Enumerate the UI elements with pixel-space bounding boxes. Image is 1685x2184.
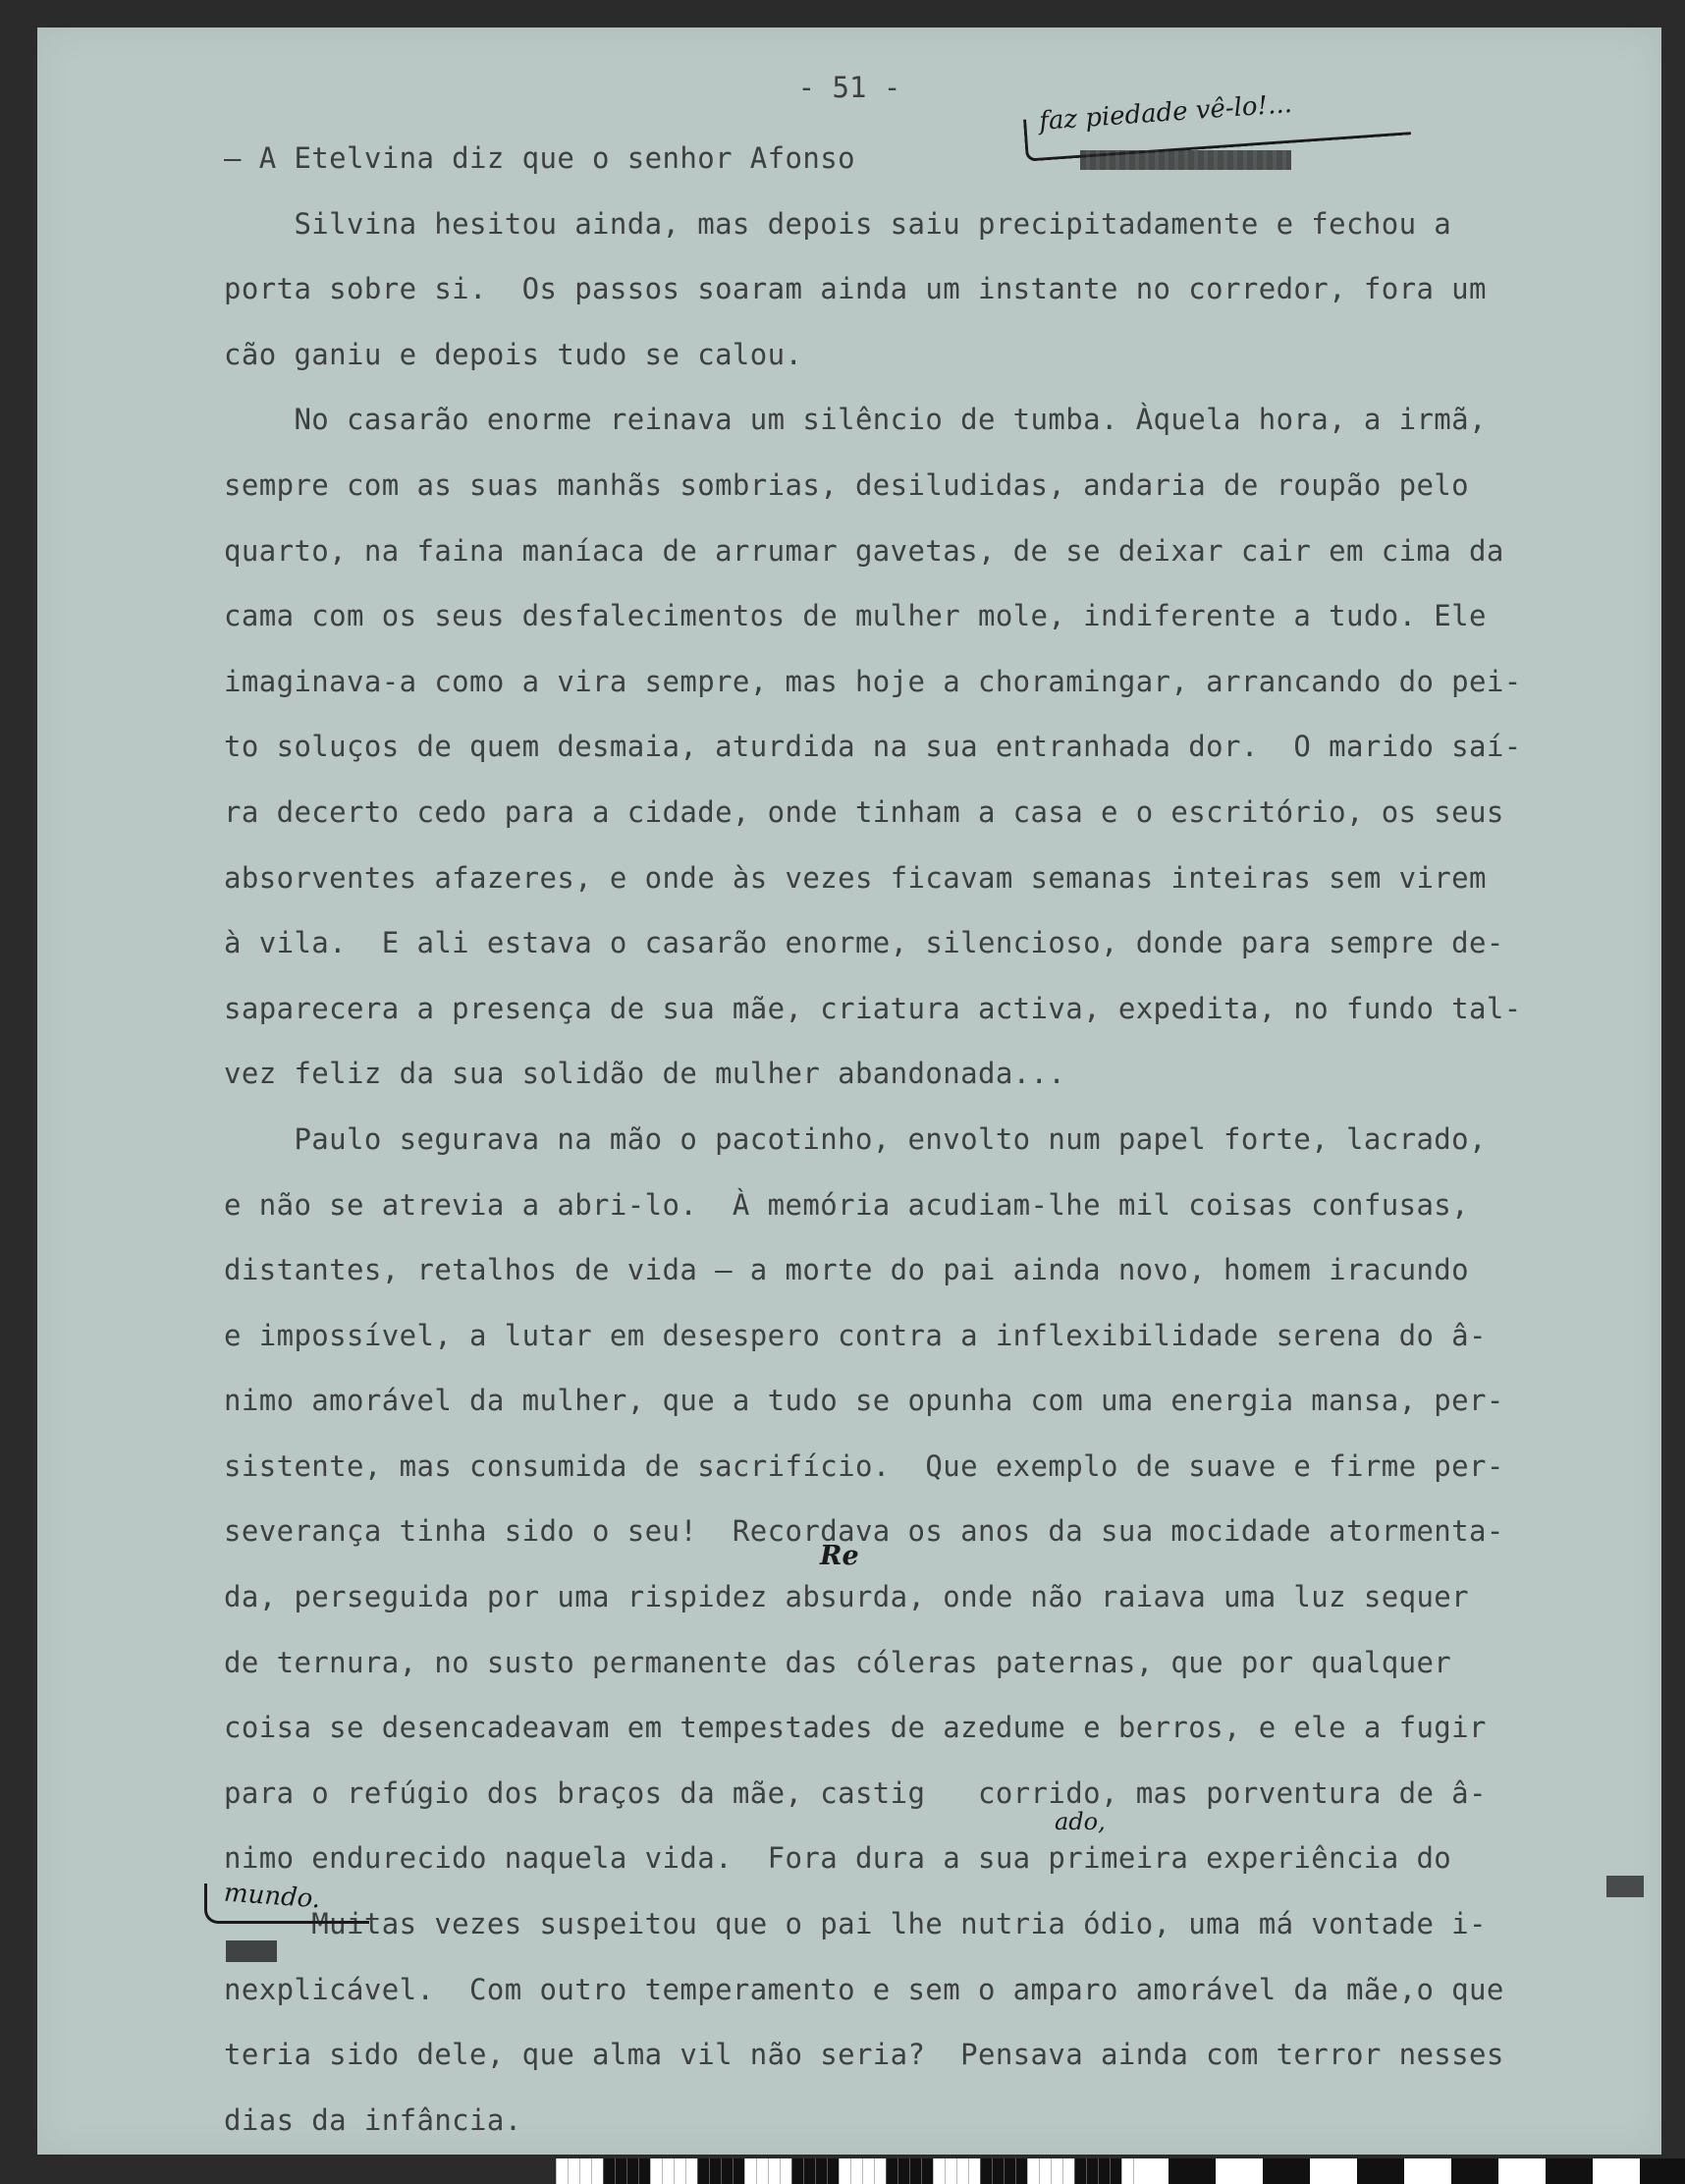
- text-line: absorventes afazeres, e onde às vezes ficavam semanas inteiras sem virem: [224, 860, 1487, 895]
- text-line: da, perseguida por uma rispidez absurda, onde não raiava uma luz sequer: [224, 1580, 1470, 1614]
- text-line: sempre com as suas manhãs sombrias, desiludidas, andaria de roupão pelo: [224, 467, 1470, 502]
- text-line: vez feliz da sua solidão de mulher abandonada...: [224, 1057, 1066, 1091]
- text-line: cama com os seus desfalecimentos de mulher mole, indiferente a tudo. Ele: [224, 599, 1487, 633]
- text-line: dias da infância.: [224, 2102, 522, 2137]
- text-line: coisa se desencadeavam em tempestades de azedume e berros, e ele a fugir: [224, 1711, 1487, 1745]
- text-line: à vila. E ali estava o casarão enorme, silencioso, donde para sempre de-: [224, 926, 1504, 960]
- text-line: sistente, mas consumida de sacrifício. Que exemplo de suave e firme per-: [224, 1448, 1504, 1483]
- text-line: — A Etelvina diz que o senhor Afonso: [224, 141, 855, 175]
- strikethrough-mark: [226, 1940, 277, 1962]
- handwritten-insertion-top: faz piedade vê-lo!...: [1038, 89, 1293, 136]
- text-line: saparecera a presença de sua mãe, criatura activa, expedita, no fundo tal-: [224, 991, 1522, 1025]
- text-line: ra decerto cedo para a cidade, onde tinham a casa e o escritório, os seus: [224, 794, 1504, 829]
- handwritten-insertion-mundo: mundo.: [223, 1878, 322, 1915]
- text-line: e impossível, a lutar em desespero contra a inflexibilidade serena do â-: [224, 1318, 1487, 1352]
- text-line: e não se atrevia a abri-lo. À memória acudiam-lhe mil coisas confusas,: [224, 1187, 1470, 1222]
- text-line: Paulo segurava na mão o pacotinho, envolto num papel forte, lacrado,: [224, 1121, 1487, 1156]
- text-line: quarto, na faina maníaca de arrumar gavetas, de se deixar cair em cima da: [224, 533, 1504, 568]
- text-line: severança tinha sido o seu! Recordava os anos da sua mocidade atormenta-: [224, 1514, 1504, 1549]
- text-line: nexplicável. Com outro temperamento e sem o amparo amorável da mãe,o que: [224, 1972, 1504, 2006]
- handwritten-correction-re: Re: [820, 1541, 859, 1571]
- text-line: cão ganiu e depois tudo se calou.: [224, 337, 803, 371]
- ruler-ticks: [556, 2158, 1145, 2184]
- text-line: to soluços de quem desmaia, aturdida na sua entranhada dor. O marido saí-: [224, 730, 1522, 764]
- text-line: distantes, retalhos de vida — a morte do pai ainda novo, homem iracundo: [224, 1253, 1470, 1287]
- document-page: [37, 27, 1661, 2155]
- text-line: nimo endurecido naquela vida. Fora dura a sua primeira experiência do: [224, 1841, 1452, 1876]
- text-line: para o refúgio dos braços da mãe, castig corrido, mas porventura de â-: [224, 1775, 1487, 1810]
- text-line: nimo amorável da mulher, que a tudo se opunha com uma energia mansa, per-: [224, 1384, 1504, 1418]
- text-line: Silvina hesitou ainda, mas depois saiu precipitadamente e fechou a: [224, 206, 1452, 241]
- handwritten-correction-ado: ado,: [1055, 1808, 1106, 1835]
- text-line: porta sobre si. Os passos soaram ainda um instante no corredor, fora um: [224, 272, 1487, 306]
- text-line: No casarão enorme reinava um silêncio de tumba. Àquela hora, a irmã,: [224, 403, 1487, 437]
- strikethrough-mark: [1606, 1876, 1644, 1897]
- page-number: - 51 -: [797, 71, 901, 104]
- text-line: Muitas vezes suspeitou que o pai lhe nutria ódio, uma má vontade i-: [224, 1907, 1487, 1941]
- typed-body-text: [224, 126, 1667, 2153]
- text-line: imaginava-a como a vira sempre, mas hoje a choramingar, arrancando do pei-: [224, 664, 1522, 698]
- text-line: teria sido dele, que alma vil não seria? Pensava ainda com terror nesses: [224, 2038, 1504, 2072]
- text-line: de ternura, no susto permanente das cóleras paternas, que por qualquer: [224, 1645, 1452, 1679]
